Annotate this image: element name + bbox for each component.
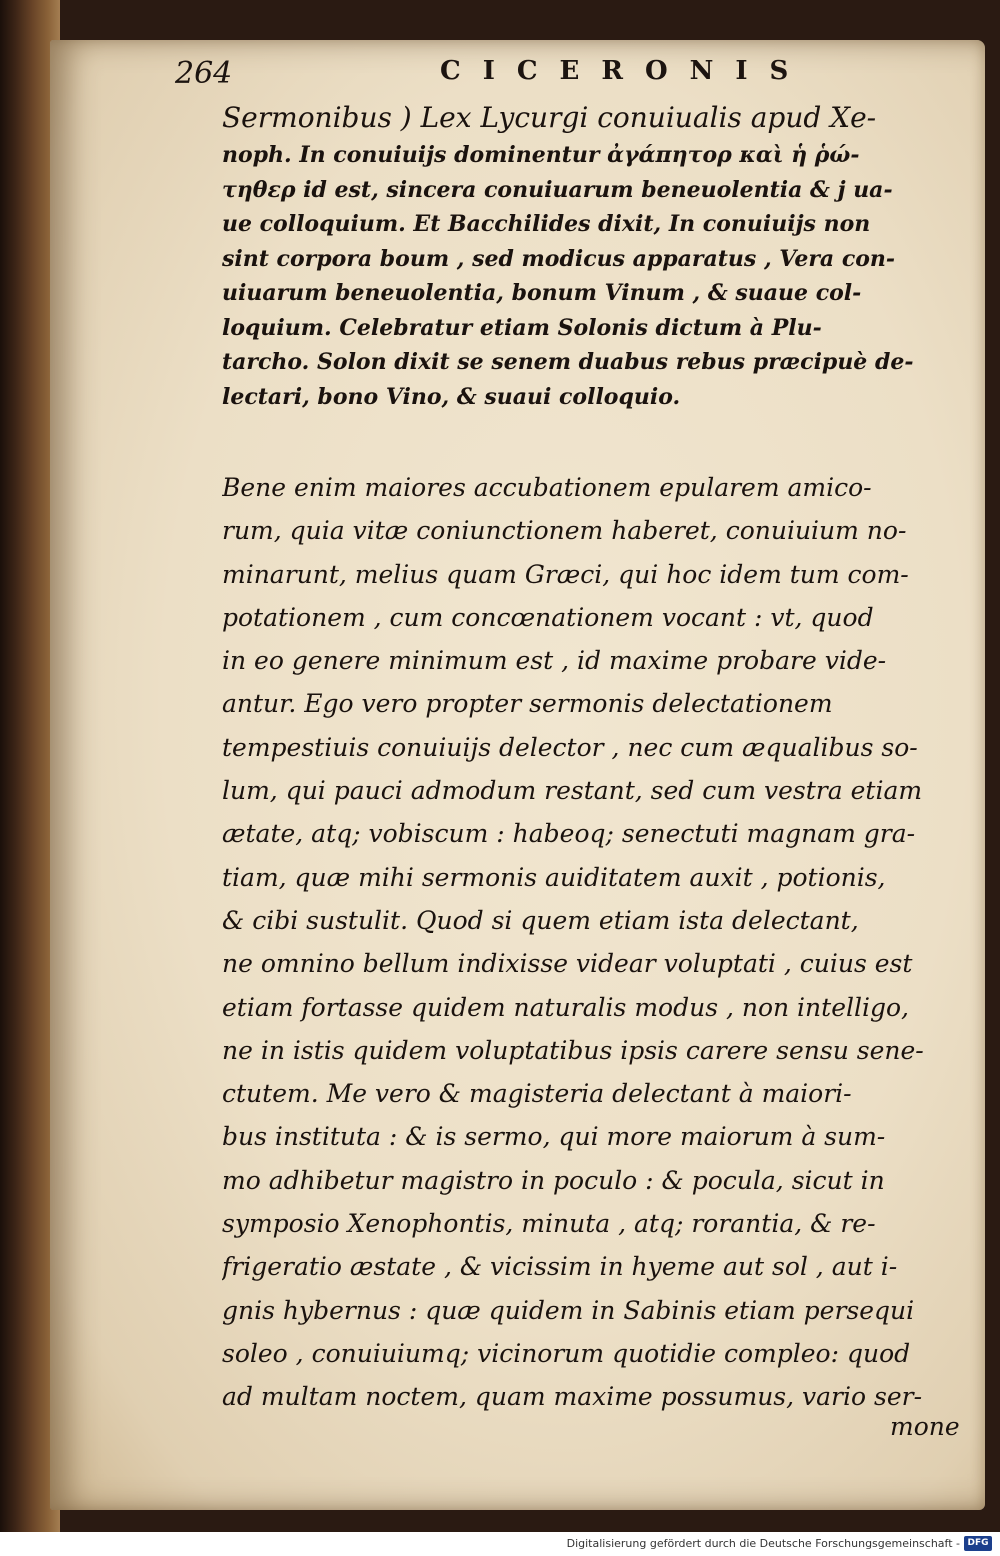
text-line: Bene enim maiores accubationem epularem amico- <box>222 473 872 502</box>
text-line: & cibi sustulit. Quod si quem etiam ista delectant, <box>222 905 859 935</box>
text-line: ne in istis quidem voluptatibus ipsis carere sensu sene- <box>222 1035 924 1065</box>
text-line: etiam fortasse quidem naturalis modus , non intelligo, <box>222 992 909 1022</box>
text-line: potationem , cum concœnationem vocant : vt, quod <box>222 602 874 632</box>
text-line: tiam, quæ mihi sermonis auiditatem auxit , potionis, <box>222 862 886 892</box>
text-line: symposio Xenophontis, minuta , atq; rorantia, & re- <box>222 1209 876 1239</box>
footer-bar <box>0 1532 1000 1556</box>
text-line: ne omnino bellum indixisse videar voluptati , cuius est <box>222 949 913 979</box>
dfg-logo: DFG <box>964 1536 992 1551</box>
text-line: ad multam noctem, quam maxime possumus, vario ser- <box>222 1382 923 1412</box>
text-line: mo adhibetur magistro in poculo : & pocula, sicut in <box>222 1165 885 1195</box>
text-line: soleo , conuiuiumq; vicinorum quotidie compleo: quod <box>222 1338 911 1368</box>
text-line: frigeratio æstate , & vicissim in hyeme aut sol , aut i- <box>222 1252 898 1282</box>
commentary-line: lectari, bono Vino, & suaui colloquio. <box>222 383 681 410</box>
page-number: 264 <box>175 56 233 91</box>
main-text-block <box>222 466 957 1419</box>
text-line: antur. Ego vero propter sermonis delectationem <box>222 689 833 719</box>
text-line: ætate, atq; vobiscum : habeoq; senectuti magnam gra- <box>222 819 916 849</box>
funding-note: Digitalisierung gefördert durch die Deutsche Forschungsgemeinschaft - <box>566 1537 960 1550</box>
text-line: bus instituta : & is sermo, qui more maiorum à sum- <box>222 1122 886 1152</box>
text-line: lum, qui pauci admodum restant, sed cum vestra etiam <box>222 776 923 806</box>
commentary-line: sint corpora boum , sed modicus apparatus , Vera con- <box>222 245 896 272</box>
commentary-line: loquium. Celebratur etiam Solonis dictum à Plu- <box>222 314 822 341</box>
text-line: tempestiuis conuiuijs delector , nec cum æqualibus so- <box>222 732 918 762</box>
commentary-line: Sermonibus ) Lex Lycurgi conuiualis apud Xe- <box>222 101 877 134</box>
commentary-line: uiuarum beneuolentia, bonum Vinum , & suaue col- <box>222 280 862 306</box>
commentary-line: τηθερ id est, sincera conuiuarum beneuolentia & j ua- <box>222 176 893 203</box>
text-line: gnis hybernus : quæ quidem in Sabinis etiam persequi <box>222 1295 915 1325</box>
text-line: in eo genere minimum est , id maxime probare vide- <box>222 646 887 676</box>
text-line: ctutem. Me vero & magisteria delectant à maiori- <box>222 1079 852 1109</box>
catchword: mone <box>890 1412 960 1441</box>
commentary-line: tarcho. Solon dixit se senem duabus rebus præcipuè de- <box>222 349 914 375</box>
commentary-line: noph. In conuiuijs dominentur ἀγάπητορ καὶ ἡ ῥώ- <box>222 142 860 168</box>
commentary-block <box>222 98 957 414</box>
text-line: minarunt, melius quam Græci, qui hoc idem tum com- <box>222 559 909 589</box>
text-line: rum, quia vitæ coniunctionem haberet, conuiuium no- <box>222 516 907 546</box>
commentary-line: ue colloquium. Et Bacchilides dixit, In conuiuijs non <box>222 211 871 237</box>
running-title: CICERONIS <box>440 56 811 86</box>
